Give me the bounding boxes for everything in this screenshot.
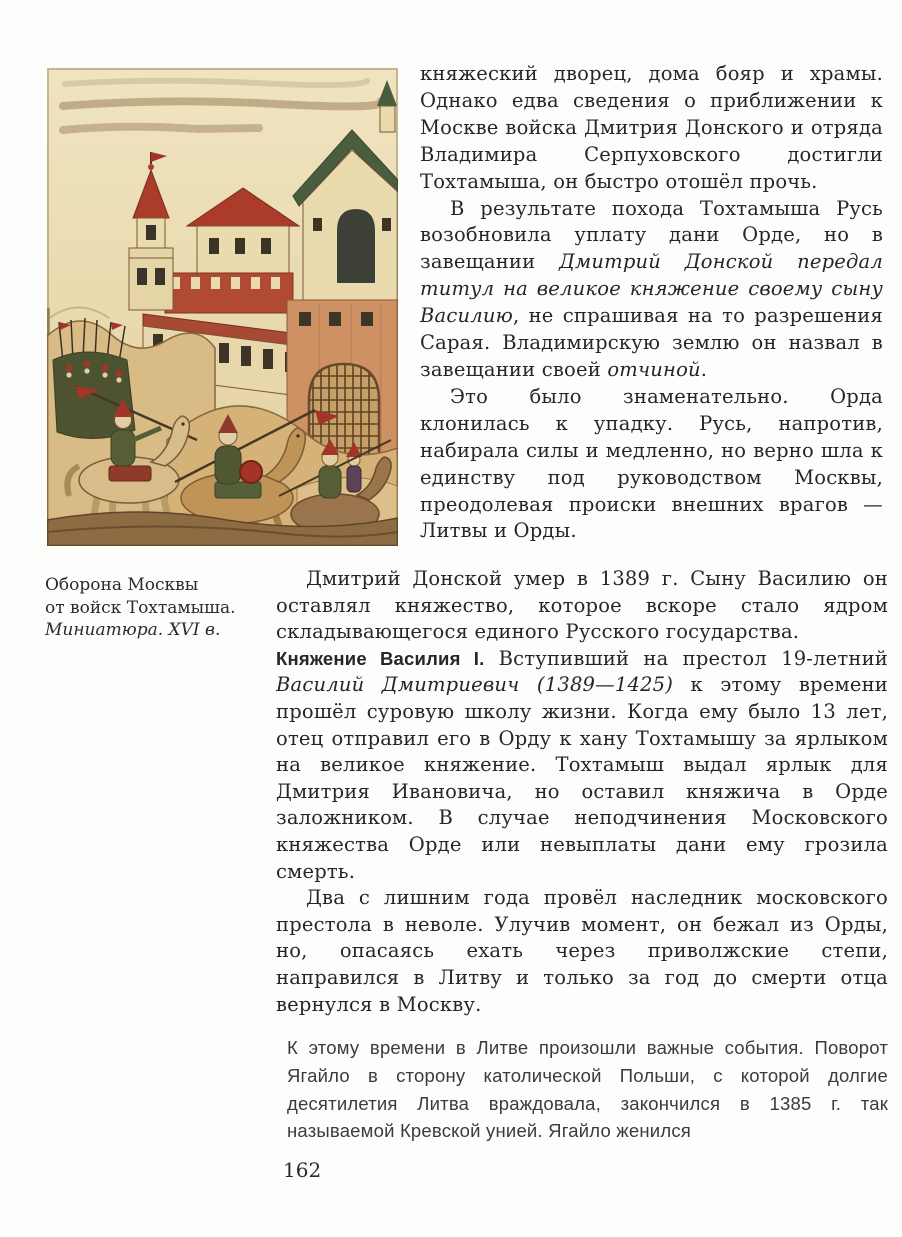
paragraph: В результате похода Тохтамыша Русь возобновила уплату дани Орде, но в завещании Дмитрий Донской передал титул на великое княжение своему сыну Василию, не спрашивая на то разрешения Сарая. Владимирскую землю он назвал в завещании своей отчиной. bbox=[420, 196, 883, 381]
illustration-caption bbox=[45, 574, 280, 642]
paragraph: Это было знаменательно. Орда клонилась к упадку. Русь, напротив, набирала силы и медленно, но верно шла к единству под руководством Москвы, преодолевая происки внешних врагов — Литвы и Орды. bbox=[420, 384, 883, 543]
paragraph: Дмитрий Донской умер в 1389 г. Сыну Василию он оставлял княжество, которое вскоре стало ядром складывающегося единого Русского государства. bbox=[276, 567, 888, 644]
supplementary-reading-text bbox=[287, 1034, 888, 1145]
paragraph: К этому времени в Литве произошли важные события. Поворот Ягайло в сторону католической Польши, с которой долгие десятилетия Литва враждовала, закончился в 1385 г. так называемой Кревской унией. Ягайло женился bbox=[287, 1037, 888, 1142]
body-text-right-column bbox=[420, 61, 883, 545]
paragraph: Два с лишним года провёл наследник московского престола в неволе. Улучив момент, он бежал из Орды, но, опасаясь ехать через приволжские степи, направился в Литву и только за год до смерти отца вернулся в Москву. bbox=[276, 886, 888, 1016]
body-text-main-block bbox=[276, 566, 888, 1018]
page-number: 162 bbox=[283, 1158, 322, 1182]
caption-line-2: от войск Тохтамыша. bbox=[45, 597, 236, 618]
crenellated-wall bbox=[165, 273, 293, 313]
caption-line-1: Оборона Москвы bbox=[45, 575, 199, 595]
miniature-illustration bbox=[47, 68, 398, 546]
paragraph-with-heading: Княжение Василия I. Вступивший на престол 19-летний Василий Дмитриевич (1389—1425) к этому времени прошёл суровую школу жизни. Когда ему было 13 лет, отец отправил его в Орду к хану Тохтамышу за ярлыком на великое княжение. Тохтамыш выдал ярлык для Дмитрия Ивановича, но оставил княжича в Орде заложником. В случае неподчинения Московского княжества Орде или невыплаты дани ему грозила смерть. bbox=[276, 646, 888, 883]
caption-line-3: Миниатюра. XVI в. bbox=[45, 620, 221, 640]
paragraph: княжеский дворец, дома бояр и храмы. Однако едва сведения о приближении к Москве войска Дмитрия Донского и отряда Владимира Серпуховского достигли Тохтамыша, он быстро отошёл прочь. bbox=[420, 62, 883, 193]
miniature-svg bbox=[47, 68, 398, 546]
